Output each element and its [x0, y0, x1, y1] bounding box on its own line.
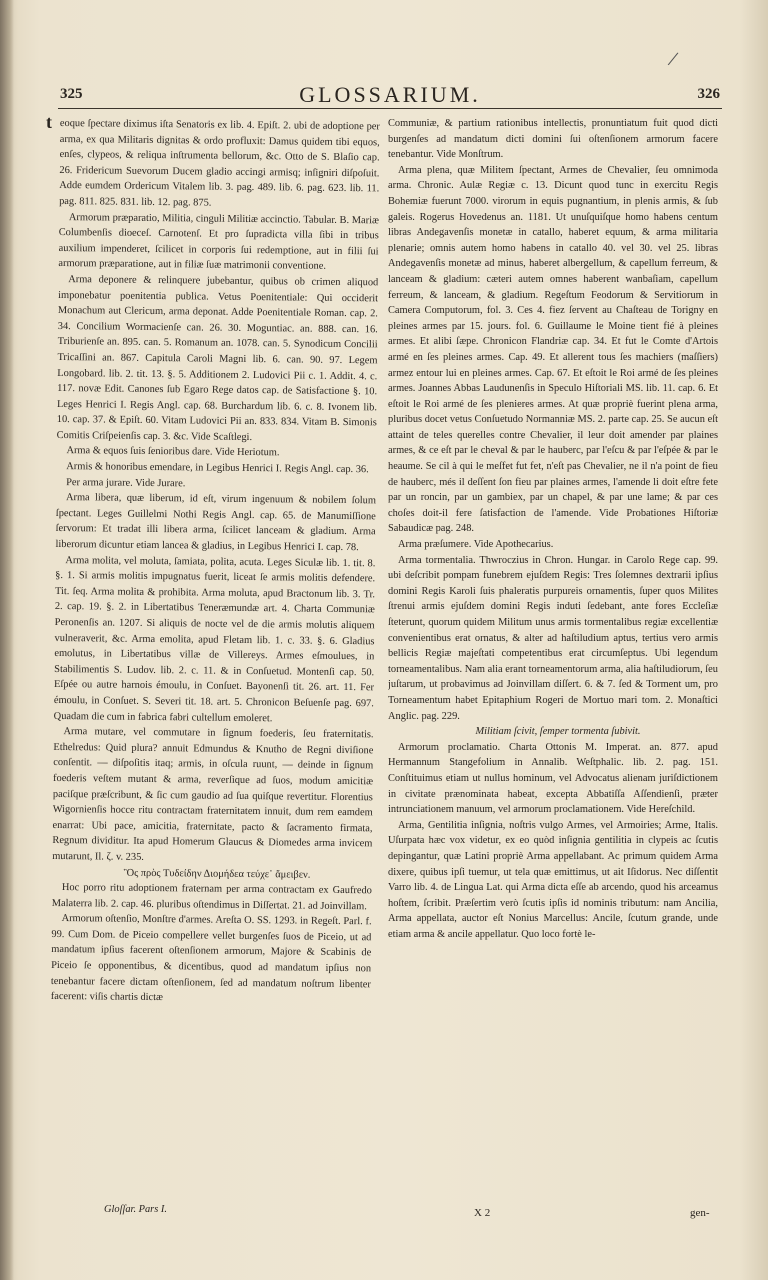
entry-paragraph: Arma libera, quæ liberum, id eſt, virum ingenuum & nobilem ſolum ſpectant. Leges Guillelmi Nothi Regis Angl. cap. 65. de Manumiſſione ſervorum: Et tradat illi libera arma, ſcilicet lanceam & gladium. Arma liberorum dicuntur etiam lancea & gladius, in Legibus Henrici I. cap. 78. [55, 492, 377, 554]
entry-paragraph: Armorum præparatio, Militia, cinguli Militiæ accinctio. Tabular. B. Mariæ Columbenſis dioeceſ. Carnotenſ. Et pro ſupradicta villa ſibi in tribus auxilium impenderet, ſcilicet in corporis ſui redemptione, aut in filii ſui armorum præparatione, aut in filiæ ſuæ matrimonii conventione. [58, 211, 379, 273]
entry-paragraph: Armorum oſtenſio, Monſtre d'armes. Areſta O. SS. 1293. in Regeſt. Parl. f. 99. Cum Dom. de Piceio compellere vellet burgenſes ſuos de Piceio, ut ad mandatum ipſius facerent oſtenſionem armorum, Majore & Scabinis de Piceio ſe opponentibus, & dicentibus, quod ad mandatum ipſius non tenebantur facere dictam oſtenſionem, ſed ad mandatum noſtrum libenter facerent: viſis chartis dictæ [50, 913, 372, 1004]
volume-footer: Gloſſar. Pars I. [104, 1204, 167, 1215]
page-header [60, 82, 720, 110]
signature-mark: X 2 [474, 1207, 491, 1219]
left-margin-mark: t [46, 112, 52, 132]
entry-paragraph: Armis & honoribus emendare, in Legibus Henrici I. Regis Angl. cap. 36. [66, 461, 369, 476]
entry-paragraph: Arma molita, vel moluta, ſamiata, polita, acuta. Leges Siculæ lib. 1. tit. 8. §. 1. Si armis molitis impugnatus fuerit, liceat ſe armis molitis defendere. Tit. ſeq. Arma molita & prohibita. Arma moluta, apud Bractonum lib. 3. Tr. 2. cap. 19. §. 2. in Libertatibus Teneræmundæ art. 4. Charta Communiæ Peronenſis an. 1207. Si aliquis de nocte vel de die armis molutis aliquem vulneraverit, &c. Arma emolita, apud Fletam lib. 1. c. 33. §. 6. Gladius emolutus, in Libertatibus villæ de Villereys. Armes eſmoulues, in Stabilimentis S. Ludov. lib. 2. c. 11. & in Conſuetud. Montenſi cap. 50. Eſpée ou autre harnois émoulu, in Conſuet. Bayonenſi tit. 26. art. 11. Fer émoulu, in Conſuet. S. Severi tit. 18. art. 5. Chronicon Beſuenſe pag. 697. Quadam die cum in fabrica fabri cultellum emoleret. [53, 554, 376, 724]
left-page-number: 325 [60, 86, 83, 102]
greek-verse: Ὃς πρὸς Τυδείδην Διομήδεα τεύχε᾽ ἄμειβεν. [123, 867, 311, 881]
right-page-number: 326 [697, 86, 720, 102]
entry-paragraph: Arma præſumere. Vide Apothecarius. [398, 539, 554, 551]
entry-paragraph: eoque ſpectare diximus iſta Senatoris ex lib. 4. Epiſt. 2. ubi de adoptione per arma, ex qua Militaris dignitas & ordo profluxit: Damus quidem tibi equos, enſes, clypeos, & reliqua inſtrumenta bellorum, &c. Otto de S. Blaſio cap. 26. Fridericum Suevorum Ducem gladio accingi armisq; inſigniri diſpoſuit. Adde eumdem Ordericum Vitalem lib. 3. pag. 489. lib. 6. pag. 623. lib. 11. pag. 811. 825. 831. lib. 12. pag. 875. [59, 117, 380, 209]
entry-paragraph: Per arma jurare. Vide Jurare. [66, 476, 186, 489]
margin-mark: / [666, 45, 681, 72]
entry-paragraph: Communiæ, & partium rationibus intellectis, pronuntiatum fuit quod dicti burgenſes ad mandatum dicti domini ſui oſtenſionem armorum facere tenebantur. Vide Monſtrum. [388, 118, 718, 161]
right-column [388, 116, 718, 1196]
entry-paragraph: Arma & equos ſuis ſenioribus dare. Vide Heriotum. [66, 445, 280, 459]
header-rule [58, 108, 722, 109]
book-binding [0, 0, 14, 1280]
entry-paragraph: Arma plena, quæ Militem ſpectant, Armes de Chevalier, ſeu omnimoda arma. Chronic. Aulæ Regiæ c. 13. Dicunt quod tunc in exercitu Regis Bohemiæ fuerunt 7000. virorum in equis pugnantium, in plenis armis, & ſub galeis. Rogerus Hovedenus an. 1181. Ut unuſquiſque homo habens centum libras Andegavenſis monetæ in catallo, haberet equum, & arma militaria plenarie; omnis autem homo habens in catallo 40. vel 30. vel 25. libras Andegavenſis monetæ ad minus, haberet albergellum, & capellum ferreum, & lanceam & gladium: cæteri autem omnes haberent wanbaſiam, capellum ferreum, & lanceam, & gladium. Regeſtum Feodorum & Servitiorum in Camera Computorum, fol. 3. Ces 4. fiez ſervent au Chaſteau de Torigny en pleines armes par 15. jours. fol. 6. Guillaume le Moine tient fié à pleines armes. Et alibi ſæpe. Chronicon Flandriæ cap. 34. Et fut le Comte d'Artois armé en ſes pleines armes. Cap. 49. Et allerent tous ſes machiers (maſſiers) armez entour lui en pleines armes. Cap. 67. Et eſtoit le Roi armé de ſes pleines armes. Joannes Abbas Laudunenſis in Speculo Hiſtoriali MS. lib. 11. cap. 6. Et eſtoit le Roi armé de ſes plenieres armes. At quæ propriè fuerint plena arma, pluribus docet vetus Conſuetudo Normanniæ MS. 2. parte cap. 25. Se aucun eſt attaint de teles querelles contre Chevalier, il leur doit amender par plaines armes, & ce eſt par le cheval & par le hauberc, par l'eſcu & par l'eſpée & par le heaume. Se cil à qui le meſfet fut fet, n'eſt pas Chevalier, ne il n'a point de fieu de hauberc, més il deſſent ſon fieu par plaines armes, l'amende li doit eſtre fete par un roncin, par un gambiex, par un chapel, & par une lame; & par ces choſes doit-il fere ſatisfaction de l'amende. Vide Probationes Hiſtoriæ Sabaudicæ pag. 248. [388, 164, 718, 535]
catchword: gen- [690, 1207, 710, 1219]
entry-paragraph: Arma tormentalia. Thwroczius in Chron. Hungar. in Carolo Rege cap. 99. ubi deſcribit pompam funebrem ejuſdem Regis: Tres ſolemnes dextrarii ipſius domini Regis Karoli ſuis phaleratis purpureis ornamentis, ſuper quos Milites ſtrenui armis ejuſdem domini Regis induti ſedebant, ante fores Eccleſiæ ſteterunt, quorum quidem Militum unus armis tormentalibus regiæ excellentiæ convenientibus erat ornatus, & alter ad haſtiludium aptus, tertius vero armis bellicis Regiæ majeſtati competentibus erat circumſeptus. Ubi legendum torneamentalibus. Nam alia erant torneamentorum arma, alia haſtiludiorum, ſeu juſtarum, ut probavimus ad Joinvillam diſſert. 6. & 7. ſed & Torment um, pro Torneamentum habet Epitaphium Rogeri de Mortuo mari tom. 2. Monaſtici Anglic. pag. 229. [388, 554, 718, 722]
entry-paragraph: Arma mutare, vel commutare in ſignum foederis, ſeu fraternitatis. Ethelredus: Quid plura? annuit Edmundus & Knutho de Regni diviſione conſentit. — diſpoſitis itaq; armis, in oſcula ruunt, — deinde in ſignum foederis veſtem mutant & arma, reverſique ad ſuos, modum amicitiæ paciſque præſcribunt, & ſic cum gaudio ad ſua quiſque revertitur. Florentius Wigornienſis hocce ritu contractam fraternitatem innuit, dum rem eamdem enarrat: Ubi pace, amicitia, fraternitate, pacto & ſacramento firmata, Regnum dividitur. Ita apud Homerum Glaucus & Diomedes arma invicem mutarunt, Il. ζ. v. 235. [52, 726, 374, 863]
entry-paragraph: Arma, Gentilitia inſignia, noſtris vulgo Armes, vel Armoiries; Arme, Italis. Uſurpata hæc vox videtur, ex eo quòd inſignia gentilitia in clypeis ac ſcutis depingantur, quæ Latini propriè Arma appellabant. Ac primum quidem Arma dixere, quibus ipſi tuemur, ut tela quæ emittimus, ut ait Iſidorus. Nec diſſentit Varro lib. 4. de Lingua Lat. qui Arma dicta eſſe ab arcendo, quod his arceamus hoſtem, ſcribit. Præſertim verò ſcutis ipſis id nominis tributum: nam Ancilia, Arma appellata, auctor eſt Nonius Marcellus: Ancile, ſcutum grande, unde etiam arma & ancile appellatur. Quo loco fortè le- [388, 819, 718, 940]
entry-paragraph: Hoc porro ritu adoptionem fraternam per arma contractam ex Gaufredo Malaterra lib. 2. cap. 46. pluribus oſtendimus in Diſſertat. 21. ad Joinvillam. [51, 882, 372, 912]
running-title: GLOSSARIUM. [299, 82, 481, 107]
entry-paragraph: Arma deponere & relinquere jubebantur, quibus ob crimen aliquod imponebatur poenitentia publica. Vetus Poenitentiale: Qui occiderit Monachum aut Clericum, arma deponat. Adde Poenitentiale Roman. cap. 2. 34. Concilium Wormacienſe can. 26. 30. Moguntiac. an. 888. can. 16. Triburienſe an. 895. can. 5. Romanum an. 1078. can. 5. Synodicum Concilii Tricaſſini an. 867. Capitula Caroli Magni lib. 6. can. 90. 97. Legem Longobard. lib. 2. tit. 13. §. 5. Additionem 2. Ludovici Pii c. 1. Addit. 4. c. 117. novæ Edit. Canones ſub Egaro Rege datos cap. de Satisfactione §. 10. Leges Henrici I. Regis Angl. cap. 68. Burchardum lib. 6. c. 8. Ivonem lib. 10. cap. 37. & Epiſt. 60. Vitam Ludovici Pii an. 833. 834. Vitam B. Simonis Comitis Criſpeienſis cap. 3. &c. Vide Scaſtlegi. [56, 274, 379, 443]
entry-paragraph: Armorum proclamatio. Charta Ottonis M. Imperat. an. 877. apud Hermannum Stangefolium in Annalib. Weſtphalic. lib. 2. pag. 151. Conſtituimus etiam ut nullus hominum, vel Advocatus alienam juriſdictionem in civitate prænominata habeat, excepta Abbatiſſa Aſſendienſi, præter intrunciationem manuum, vel armorum proclamationem. Vide Hereſchild. [388, 741, 718, 816]
left-column [49, 116, 380, 1209]
verse-line: Militiam ſcivit, ſemper tormenta ſubivit. [475, 726, 641, 738]
